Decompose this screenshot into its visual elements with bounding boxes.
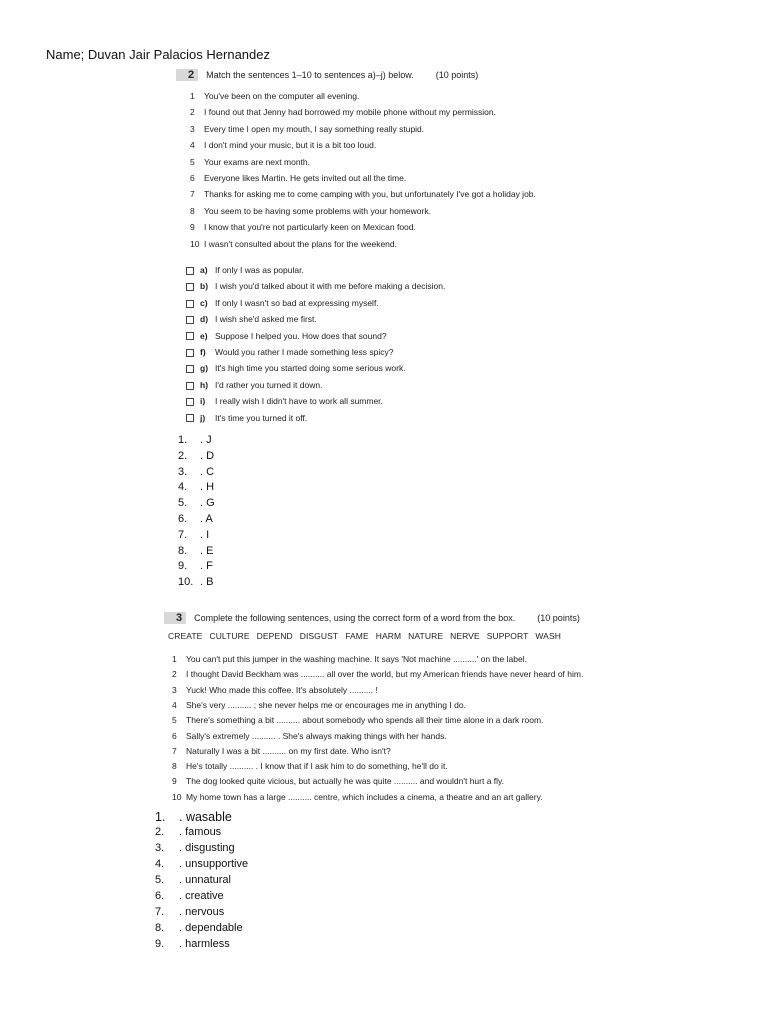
answer-item [178,560,213,572]
answer-text: . creative [179,890,224,902]
sentence-item [190,107,496,117]
sentence-text: Sally's extremely .......... . She's always making things with her hands. [186,730,447,741]
item-number: 9 [172,776,177,787]
option-item [186,347,393,357]
answer-number: 6. [178,513,188,525]
sentence-text: Yuck! Who made this coffee. It's absolutely .......... ! [186,684,378,695]
option-item [186,281,445,291]
exercise-3-instruction: Complete the following sentences, using the correct form of a word from the box. [194,613,516,623]
sentence-item [190,239,397,249]
item-number: 8 [190,205,195,216]
student-name: Name; Duvan Jair Palacios Hernandez [46,47,270,62]
option-letter: i) [200,396,206,407]
option-item [186,380,322,390]
option-text: I wish she'd asked me first. [215,314,317,325]
sentence-item [172,731,447,741]
option-text: If only I wasn't so bad at expressing myself. [215,297,379,308]
answer-item [155,826,221,838]
word-box-item: DEPEND [256,631,293,641]
answer-number: 4. [155,858,165,870]
sentence-item [172,685,378,695]
option-text: It's time you turned it off. [215,412,308,423]
sentence-item [172,715,543,725]
sentence-text: I thought David Beckham was .......... all over the world, but my American friends have never heard of him. [186,669,584,680]
checkbox[interactable] [186,300,194,308]
checkbox[interactable] [186,349,194,357]
word-box-item: DISGUST [299,631,339,641]
option-text: Would you rather I made something less spicy? [215,347,394,357]
option-letter: g) [200,363,209,374]
answer-item [178,576,213,588]
answer-item [155,858,248,870]
answer-item [178,513,213,525]
option-letter: j) [200,412,206,423]
answer-item [155,938,230,950]
item-number: 1 [172,654,177,664]
sentence-item [190,206,431,216]
option-item [186,396,383,406]
exercise-2-points: (10 points) [435,70,479,80]
sentence-text: Thanks for asking me to come camping with you, but unfortunately I've got a holiday job. [204,189,536,200]
answer-number: 2. [178,449,188,462]
answer-number: 3. [178,465,188,478]
word-box-item: CREATE [168,631,203,641]
item-number: 10 [172,791,182,802]
answer-number: 5. [155,874,165,886]
sentence-item [172,776,504,786]
item-number: 3 [172,684,177,695]
answer-text: . A [200,513,213,525]
answer-item [155,842,235,854]
checkbox[interactable] [186,382,194,390]
sentence-item [172,792,543,802]
answer-text: . harmless [179,938,230,950]
answer-item [178,466,214,478]
answer-text: . F [200,560,213,573]
sentence-text: He's totally .......... . I know that if I ask him to do something, he'll do it. [186,761,448,772]
answer-number: 9. [155,938,165,950]
answer-item [178,450,214,462]
sentence-item [190,173,406,183]
answer-text: . E [200,544,214,557]
answer-text: . I [200,528,210,541]
answer-number: 3. [155,842,165,854]
answer-item [155,922,243,934]
item-number: 2 [190,107,195,118]
answer-number: 4. [178,481,188,494]
answer-item [155,906,224,918]
answer-item [178,497,215,509]
answer-text: . C [200,465,215,478]
word-box-item: NERVE [450,631,480,641]
sentence-item [190,124,424,134]
sentence-text: I found out that Jenny had borrowed my mobile phone without my permission. [204,107,496,118]
option-letter: c) [200,297,208,308]
item-number: 7 [172,745,177,756]
answer-text: . unnatural [179,874,231,886]
exercise-3-header [164,612,580,624]
option-item [186,298,379,308]
answer-number: 10. [178,576,194,589]
sentence-text: Naturally I was a bit .......... on my first date. Who isn't? [186,745,391,756]
answer-text: . dependable [179,922,243,934]
option-text: I wish you'd talked about it with me before making a decision. [215,281,446,292]
sentence-item [172,761,448,771]
option-text: If only I was as popular. [215,265,304,275]
sentence-text: You can't put this jumper in the washing machine. It says 'Not machine ..........' on the label. [186,654,527,664]
exercise-2-instruction: Match the sentences 1–10 to sentences a)–j) below. [206,70,414,80]
answer-item [178,481,214,493]
word-box [168,631,568,641]
checkbox[interactable] [186,365,194,373]
sentence-item [190,189,536,199]
sentence-item [190,222,416,232]
answer-item [155,890,224,902]
option-text: It's high time you started doing some serious work. [215,363,406,374]
option-text: Suppose I helped you. How does that sound? [215,330,387,341]
answer-item [178,434,212,446]
answer-number: 7. [178,528,188,541]
answer-text: . J [200,434,212,446]
word-box-item: CULTURE [209,631,250,641]
sentence-text: Everyone likes Martin. He gets invited out all the time. [204,173,407,183]
word-box-item: HARM [375,631,402,641]
item-number: 7 [190,189,195,200]
sentence-text: You've been on the computer all evening. [204,91,360,101]
sentence-item [172,669,583,679]
answer-number: 5. [178,497,188,510]
checkbox[interactable] [186,283,194,291]
item-number: 2 [172,669,177,680]
checkbox[interactable] [186,332,194,340]
item-number: 4 [172,699,177,710]
item-number: 3 [190,123,195,134]
answer-text: . wasable [179,810,232,824]
sentence-text: I wasn't consulted about the plans for the weekend. [204,238,397,249]
sentence-text: The dog looked quite vicious, but actually he was quite .......... and wouldn't hurt a fly. [186,776,505,787]
item-number: 9 [190,222,195,233]
exercise-2-number: 2 [176,69,198,81]
answer-number: 8. [155,922,165,934]
option-letter: h) [200,379,209,390]
answer-text: . B [200,576,214,589]
answer-text: . unsupportive [179,858,249,870]
answer-number: 1. [155,810,166,824]
option-letter: a) [200,265,208,275]
sentence-text: She's very .......... ; she never helps me or encourages me in anything I do. [186,699,466,710]
answer-text: . D [200,449,215,462]
answer-number: 1. [178,434,188,446]
option-letter: f) [200,347,206,357]
option-letter: e) [200,330,208,341]
answer-number: 7. [155,906,165,918]
answer-number: 2. [155,826,165,838]
option-text: I really wish I didn't have to work all summer. [215,396,383,407]
checkbox[interactable] [186,267,194,275]
option-item [186,265,304,275]
checkbox[interactable] [186,316,194,324]
answer-text: . H [200,481,215,494]
sentence-item [190,157,310,167]
item-number: 6 [190,173,195,183]
option-item [186,363,406,373]
answer-number: 8. [178,544,188,557]
answer-item [155,810,232,824]
answer-number: 6. [155,890,165,902]
exercise-3-number: 3 [164,612,186,624]
item-number: 8 [172,761,177,772]
word-box-item: SUPPORT [486,631,529,641]
sentence-text: There's something a bit .......... about somebody who spends all their time alone in a dark room. [186,715,544,726]
sentence-item [172,654,527,664]
option-letter: d) [200,314,209,325]
item-number: 5 [190,156,195,167]
sentence-text: My home town has a large .......... centre, which includes a cinema, a theatre and an art gallery. [186,791,543,802]
sentence-text: You seem to be having some problems with your homework. [204,205,431,216]
checkbox[interactable] [186,398,194,406]
word-box-item: FAME [345,631,369,641]
sentence-text: I don't mind your music, but it is a bit too loud. [204,140,377,151]
checkbox[interactable] [186,414,194,422]
option-item [186,314,317,324]
sentence-text: Every time I open my mouth, I say something really stupid. [204,123,425,134]
item-number: 4 [190,140,195,151]
option-item [186,413,307,423]
option-text: I'd rather you turned it down. [215,379,323,390]
item-number: 5 [172,715,177,726]
option-letter: b) [200,281,209,292]
answer-text: . disgusting [179,842,235,854]
sentence-item [190,140,376,150]
exercise-3-points: (10 points) [537,613,580,623]
answer-text: . nervous [179,906,225,918]
answer-item [178,545,213,557]
word-box-item: NATURE [408,631,444,641]
sentence-item [172,700,466,710]
item-number: 10 [190,238,200,249]
sentence-text: Your exams are next month. [204,156,310,167]
sentence-text: I know that you're not particularly keen on Mexican food. [204,222,416,233]
answer-text: . G [200,497,215,510]
exercise-2-header [176,69,478,81]
sentence-item [190,91,359,101]
item-number: 1 [190,91,195,101]
answer-text: . famous [179,826,222,838]
word-box-item: WASH [535,631,561,641]
answer-item [155,874,231,886]
sentence-item [172,746,391,756]
answer-number: 9. [178,560,188,573]
answer-item [178,529,209,541]
item-number: 6 [172,730,177,741]
option-item [186,331,387,341]
